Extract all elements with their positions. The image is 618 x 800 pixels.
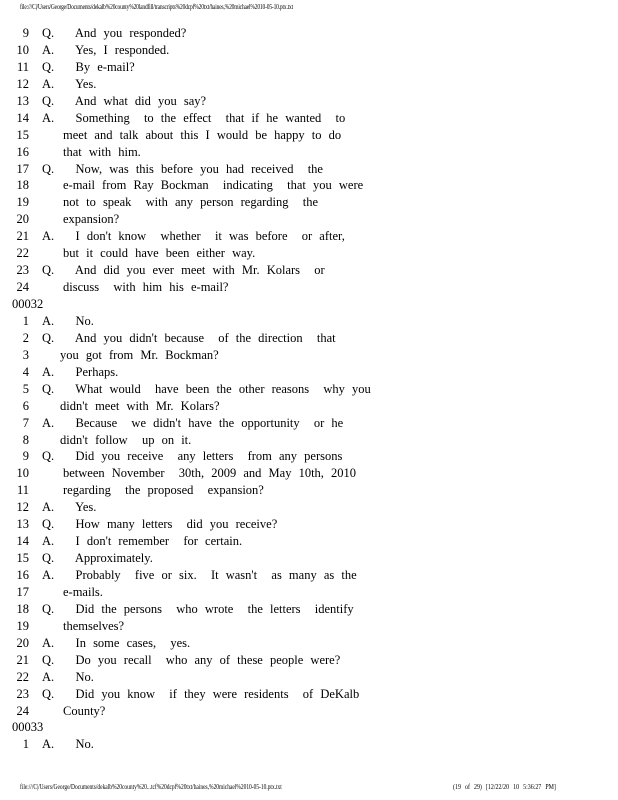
transcript-line (12, 228, 602, 245)
transcript-line (12, 703, 602, 720)
line-number: 5 (22, 381, 29, 396)
transcript-line (12, 262, 602, 279)
file-path-footer: file:///C|/Users/George/Documents/dekalb%20county%20...tcf%20dcpf%20txt/haines,%20michael%2010-05-10.ptx.txt (20, 783, 282, 791)
line-text: Q. Do you recall who any of these people were? (42, 652, 341, 667)
line-text: between November 30th, 2009 and May 10th, 2010 (63, 466, 357, 481)
line-text: A. No. (42, 313, 94, 328)
line-number: 7 (22, 415, 29, 430)
line-number: 9 (22, 449, 29, 464)
line-text: A. Perhaps. (42, 364, 119, 379)
line-text: A. No. (42, 737, 94, 752)
line-number: 20 (16, 635, 29, 650)
transcript-line (12, 448, 602, 465)
line-number: 22 (16, 246, 29, 261)
line-number: 22 (16, 669, 29, 684)
line-text: Q. How many letters did you receive? (42, 517, 278, 532)
transcript-line (12, 465, 602, 482)
line-number: 12 (16, 76, 29, 91)
line-text: Q. And you responded? (42, 26, 187, 40)
line-number: 9 (22, 26, 29, 40)
line-text: e-mail from Ray Bockman indicating that you were (63, 178, 364, 193)
transcript-line (12, 584, 602, 601)
line-number: 24 (16, 703, 29, 718)
line-number: 2 (22, 330, 29, 345)
transcript-line (12, 364, 602, 381)
transcript-line (12, 245, 602, 262)
transcript-line (12, 93, 602, 110)
transcript-line (12, 533, 602, 550)
line-text: didn't meet with Mr. Kolars? (60, 398, 220, 413)
line-text: didn't follow up on it. (60, 432, 192, 447)
file-path-header: file:///C|/Users/George/Documents/dekalb%20county%20landfill/transcripts%20dcpf%20txt/haines,%20michael%2010-05-10.ptx.txt (20, 3, 293, 11)
line-number: 20 (16, 212, 29, 227)
transcript-line (12, 25, 602, 42)
line-number: 19 (16, 618, 29, 633)
line-text: A. Because we didn't have the opportunity or he (42, 415, 344, 430)
line-number: 8 (22, 432, 29, 447)
line-text: but it could have been either way. (63, 246, 256, 261)
line-text: Q. Approximately. (42, 551, 153, 566)
line-number: 16 (16, 568, 29, 582)
transcript-line (12, 652, 602, 669)
line-number: 18 (16, 178, 29, 193)
transcript-line (12, 211, 602, 228)
line-number: 15 (16, 127, 29, 142)
line-number: 10 (16, 42, 29, 57)
line-text: Q. And what did you say? (42, 93, 207, 108)
transcript-line (12, 516, 602, 533)
line-number: 23 (16, 686, 29, 701)
line-number: 13 (16, 93, 29, 108)
line-text: Q. Did you receive any letters from any persons (42, 449, 343, 464)
transcript-line (12, 499, 602, 516)
line-text: you got from Mr. Bockman? (60, 347, 219, 362)
transcript-line (12, 347, 602, 364)
transcript-line (12, 144, 602, 161)
line-number: 18 (16, 601, 29, 616)
line-text: Q. What would have been the other reasons why you (42, 381, 371, 396)
transcript-line (12, 432, 602, 449)
line-text: A. In some cases, yes. (42, 635, 191, 650)
line-number: 10 (16, 466, 29, 481)
line-number: 1 (22, 313, 29, 328)
transcript-line (12, 313, 602, 330)
line-number: 6 (22, 398, 29, 413)
line-text: regarding the proposed expansion? (63, 483, 264, 498)
line-text: A. Yes. (42, 500, 97, 515)
line-text: A. I don't remember for certain. (42, 534, 243, 549)
line-number: 11 (16, 483, 29, 498)
line-text: e-mails. (63, 584, 103, 599)
line-text: A. I don't know whether it was before or after, (42, 229, 345, 244)
line-number: 17 (16, 161, 29, 176)
transcript-line (12, 42, 602, 59)
transcript-line (12, 482, 602, 499)
page-marker (12, 719, 602, 736)
transcript-line (12, 635, 602, 652)
line-number: 21 (16, 652, 29, 667)
transcript-line (12, 686, 602, 703)
transcript-line (12, 618, 602, 635)
line-text: not to speak with any person regarding the (63, 195, 319, 210)
transcript-line (12, 669, 602, 686)
line-number: 23 (16, 263, 29, 278)
line-number: 3 (22, 347, 29, 362)
line-text: that with him. (63, 144, 141, 159)
line-number: 1 (22, 737, 29, 752)
page-number: 00033 (12, 720, 44, 735)
line-number: 4 (22, 364, 29, 379)
transcript-line (12, 110, 602, 127)
line-number: 15 (16, 551, 29, 566)
page-indicator: (19 of 29) [12/22/20 10 5:36:27 PM] (453, 783, 556, 791)
line-text: Q. Now, was this before you had received the (42, 161, 323, 176)
transcript-line (12, 76, 602, 93)
line-number: 11 (16, 59, 29, 74)
line-number: 21 (16, 229, 29, 244)
transcript-line (12, 177, 602, 194)
line-number: 24 (16, 280, 29, 295)
page-marker (12, 296, 602, 313)
transcript-body (12, 25, 602, 753)
transcript-line (12, 59, 602, 76)
transcript-line (12, 567, 602, 584)
line-text: discuss with him his e-mail? (63, 280, 229, 295)
transcript-line (12, 398, 602, 415)
line-text: Q. Did the persons who wrote the letters identify (42, 601, 354, 616)
line-text: Q. And did you ever meet with Mr. Kolars or (42, 263, 325, 278)
transcript-line (12, 194, 602, 211)
line-text: A. Yes. (42, 76, 97, 91)
line-number: 17 (16, 584, 29, 599)
transcript-line (12, 601, 602, 618)
transcript-line (12, 550, 602, 567)
transcript-line (12, 330, 602, 347)
line-number: 14 (16, 534, 29, 549)
line-text: Q. Did you know if they were residents of DeKalb (42, 686, 360, 701)
transcript-line (12, 736, 602, 753)
line-text: A. Yes, I responded. (42, 42, 170, 57)
line-text: meet and talk about this I would be happy to do (63, 127, 342, 142)
transcript-line (12, 415, 602, 432)
line-number: 13 (16, 517, 29, 532)
page-number: 00032 (12, 297, 44, 311)
transcript-line (12, 279, 602, 296)
line-text: expansion? (63, 212, 120, 227)
line-text: A. No. (42, 669, 94, 684)
transcript-line (12, 381, 602, 398)
line-number: 19 (16, 195, 29, 210)
line-number: 16 (16, 144, 29, 159)
line-text: A. Probably five or six. It wasn't as many as the (42, 568, 357, 582)
transcript-line (12, 127, 602, 144)
line-text: Q. By e-mail? (42, 59, 135, 74)
line-text: A. Something to the effect that if he wanted to (42, 110, 346, 125)
line-text: County? (63, 703, 106, 718)
line-text: Q. And you didn't because of the direction that (42, 330, 336, 345)
line-number: 14 (16, 110, 29, 125)
line-text: themselves? (63, 618, 125, 633)
line-number: 12 (16, 500, 29, 515)
transcript-line (12, 161, 602, 178)
